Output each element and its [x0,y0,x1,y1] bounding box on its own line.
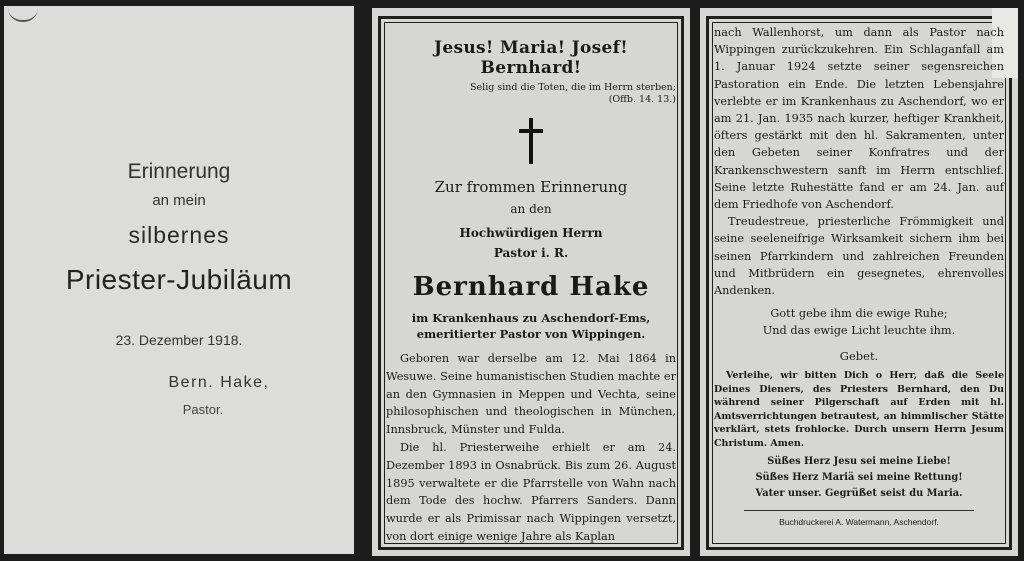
jubilee-line-erinnerung: Erinnerung [127,160,231,183]
cross-icon [516,118,546,164]
prayer-title: Gebet. [839,349,879,364]
ejaculation-1: Süßes Herz Jesu sei meine Liebe! [767,456,951,468]
jubilee-name: Bern. Hake, [168,374,270,391]
motto-text: Selig sind die Toten, die im Herrn sterben; [470,82,676,93]
motto-reference: (Offb. 14. 13.) [608,94,676,105]
memorial-right-page [700,8,1018,556]
intro-line-3: Hochwürdigen Herrn [459,226,603,240]
biography-paragraph-4: Treudestreue, priesterliche Frömmigkeit und seine seeleneifrige Wirksamkeit sichern ihm bei seinen Pfarrkindern und zahlreichen Freunden und Mitbrüdern ein gesegnetes, ehrenvolles Andenken. [714,215,1004,298]
jubilee-role: Pastor. [182,402,224,417]
ejaculation-2: Süßes Herz Mariä sei meine Rettung! [755,472,963,484]
divider [744,510,974,511]
jubilee-title: Priester-Jubiläum [65,264,293,295]
location-block [386,310,676,342]
biography-left [386,350,676,546]
biography-right [714,24,1004,299]
jubilee-line-an-mein: an mein [152,192,206,209]
intro-line-4: Pastor i. R. [493,246,569,260]
eternal-rest-verse [714,305,1004,339]
prayer-text: Verleihe, wir bitten Dich o Herr, daß die Seele Deines Dieners, des Priesters Bernhard, den Du während seiner Pilgerschaft auf Erden mit hl. Amtsverrichtungen betrautest, an himmlischer Stätte verklärt, stets frohlocke. Durch unsern Herrn Jesum Christum. Amen. [714,370,1004,449]
location-line-1: im Krankenhaus zu Aschendorf-Ems, [411,311,651,325]
intro-line-2: an den [510,202,552,216]
biography-paragraph-1: Geboren war derselbe am 12. Mai 1864 in Wesuwe. Seine humanistischen Studien machte er an den Gymnasien in Meppen und Vechta, seine philosophischen und theologischen in München, Innsbruck, Münster und Fulda. [386,352,676,437]
card-corner-fold [8,8,38,22]
prayer-block [714,369,1004,450]
ejaculations [714,454,1004,502]
jubilee-date: 23. Dezember 1918. [115,332,243,348]
ejaculation-3: Vater unser. Gegrüßet seist du Maria. [755,488,963,500]
invocation-heading: Jesus! Maria! Josef! Bernhard! [434,38,628,78]
rest-line-2: Und das ewige Licht leuchte ihm. [762,324,956,338]
rest-line-1: Gott gebe ihm die ewige Ruhe; [770,307,948,321]
location-line-2: emeritierter Pastor von Wippingen. [416,327,646,341]
biography-paragraph-2: Die hl. Priesterweihe erhielt er am 24. Dezember 1893 in Osnabrück. Bis zum 26. August 1895 verwaltete er die Pfarrstelle von Wahn nach dem Tode des hochw. Pfarrers Sanders. Dann wurde er als Primissar nach Wippingen versetzt, von dort einige wenige Jahre als Kaplan [386,440,676,543]
scripture-motto [386,82,676,106]
biography-paragraph-3: nach Wallenhorst, um dann als Pastor nach Wippingen zurückzukehren. Ein Schlaganfall am 1. Januar 1924 setzte seiner segensreichen Pastoration ein Ende. Die letzten Lebensjahre verlebte er im Krankenhaus zu Aschendorf, wo er am 21. Jan. 1935 nach kurzer, heftiger Krankheit, öfters gestärkt mit den hl. Sakramenten, unter den Gebeten seiner Konfratres und der Krankenschwestern sanft im Herrn entschlief. Seine letzte Ruhestätte fand er am 24. Jan. auf dem Friedhofe von Aschendorf. [714,26,1004,212]
memorial-left-page [372,8,690,556]
jubilee-line-silbernes: silbernes [128,222,230,248]
deceased-name: Bernhard Hake [412,272,650,302]
jubilee-card [4,6,354,554]
intro-line-1: Zur frommen Erinnerung [434,178,628,196]
printer-imprint: Buchdruckerei A. Watermann, Aschendorf. [779,517,939,528]
